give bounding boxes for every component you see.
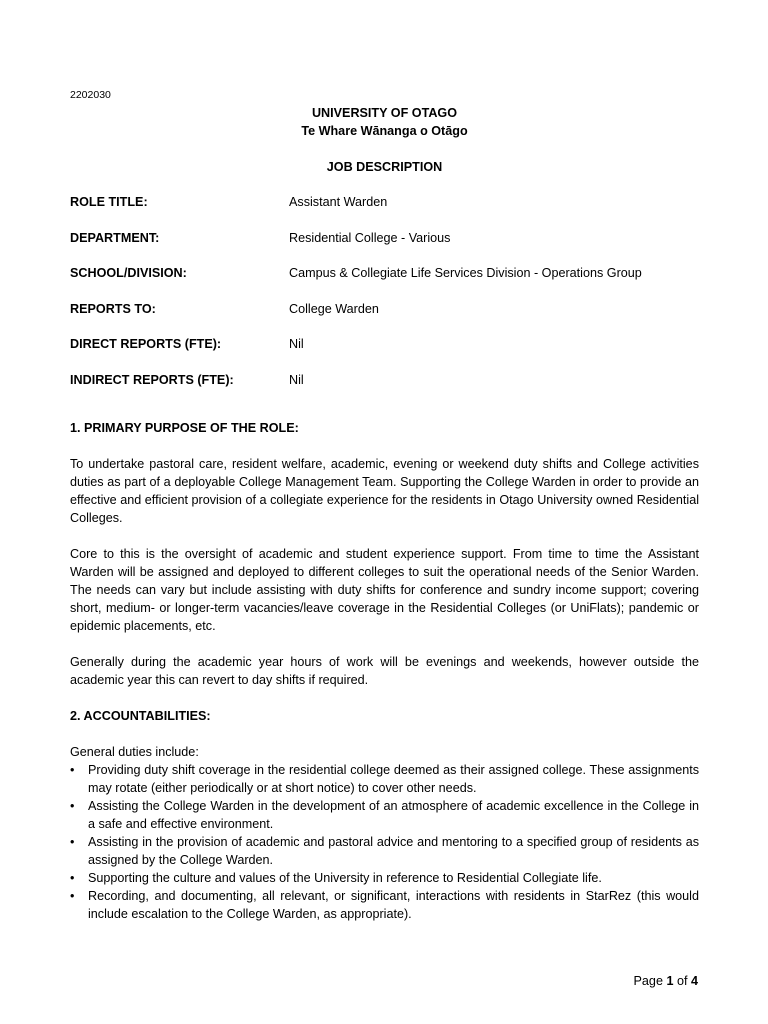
duties-intro: General duties include: <box>70 744 199 759</box>
field-label: DIRECT REPORTS (FTE): <box>70 337 222 352</box>
bullet-icon: • <box>70 834 75 849</box>
list-item <box>70 797 699 833</box>
field-reports-to <box>70 300 699 318</box>
field-label: REPORTS TO: <box>70 301 156 316</box>
field-value: Assistant Warden <box>289 195 388 209</box>
list-item <box>70 833 699 869</box>
field-label: DEPARTMENT: <box>70 230 160 245</box>
document-code: 2202030 <box>70 89 111 101</box>
of-word: of <box>676 974 688 988</box>
bullet-icon: • <box>70 888 75 903</box>
duty-text: Providing duty shift coverage in the residential college deemed as their assigned college. These assignments may rotate (either periodically or at short notice) to cover other needs. <box>88 762 699 795</box>
field-direct-reports <box>70 335 699 353</box>
bullet-icon: • <box>70 798 75 813</box>
page-number-footer <box>634 972 698 990</box>
paragraph: Generally during the academic year hours of work will be evenings and weekends, however outside the academic year this can revert to day shifts if required. <box>70 654 699 687</box>
section-heading-accountabilities: 2. ACCOUNTABILITIES: <box>70 708 211 723</box>
page-word: Page <box>633 974 663 988</box>
university-name: UNIVERSITY OF OTAGO <box>311 106 458 120</box>
paragraph: To undertake pastoral care, resident welfare, academic, evening or weekend duty shifts and College activities duties as part of a deployable College Management Team. Supporting the College Warden in order to provide an effective and efficient provision of a collegiate experience for the residents in Otago University owned Residential Colleges. <box>70 456 699 525</box>
field-value: Nil <box>289 337 304 352</box>
field-indirect-reports <box>70 371 699 389</box>
field-label: ROLE TITLE: <box>70 195 148 209</box>
duty-text: Supporting the culture and values of the University in reference to Residential Collegiate life. <box>88 870 602 885</box>
duties-list <box>70 761 699 923</box>
current-page-number: 1 <box>666 974 674 988</box>
university-maori-name: Te Whare Wānanga o Otāgo <box>301 124 468 138</box>
field-school-division <box>70 264 699 282</box>
field-role-title <box>70 193 699 211</box>
role-details <box>70 193 699 389</box>
list-item <box>70 887 699 923</box>
field-value: Residential College - Various <box>289 230 451 245</box>
field-label: SCHOOL/DIVISION: <box>70 266 187 281</box>
total-pages-number: 4 <box>690 974 698 988</box>
document-title: JOB DESCRIPTION <box>326 160 443 174</box>
field-label: INDIRECT REPORTS (FTE): <box>70 372 234 387</box>
bullet-icon: • <box>70 870 75 885</box>
field-value: College Warden <box>289 301 379 316</box>
document-page <box>70 88 699 923</box>
duty-text: Assisting the College Warden in the development of an atmosphere of academic excellence in the College in a safe and effective environment. <box>88 798 699 831</box>
bullet-icon: • <box>70 762 75 777</box>
duty-text: Recording, and documenting, all relevant, or significant, interactions with residents in StarRez (this would include escalation to the College Warden, as appropriate). <box>88 888 699 921</box>
field-value: Nil <box>289 372 304 387</box>
paragraph: Core to this is the oversight of academic and student experience support. From time to time the Assistant Warden will be assigned and deployed to different colleges to suit the operational needs of the Senior Warden. The needs can vary but include assisting with duty shifts for conference and sundry income support; covering short, medium- or longer-term vacancies/leave coverage in the Residential Colleges (or UniFlats); pandemic or epidemic placements, etc. <box>70 546 699 633</box>
section-heading-primary-purpose: 1. PRIMARY PURPOSE OF THE ROLE: <box>70 420 299 435</box>
field-department <box>70 229 699 247</box>
list-item <box>70 761 699 797</box>
duty-text: Assisting in the provision of academic and pastoral advice and mentoring to a specified group of residents as assigned by the College Warden. <box>88 834 699 867</box>
field-value: Campus & Collegiate Life Services Division - Operations Group <box>289 266 642 281</box>
list-item <box>70 869 699 887</box>
